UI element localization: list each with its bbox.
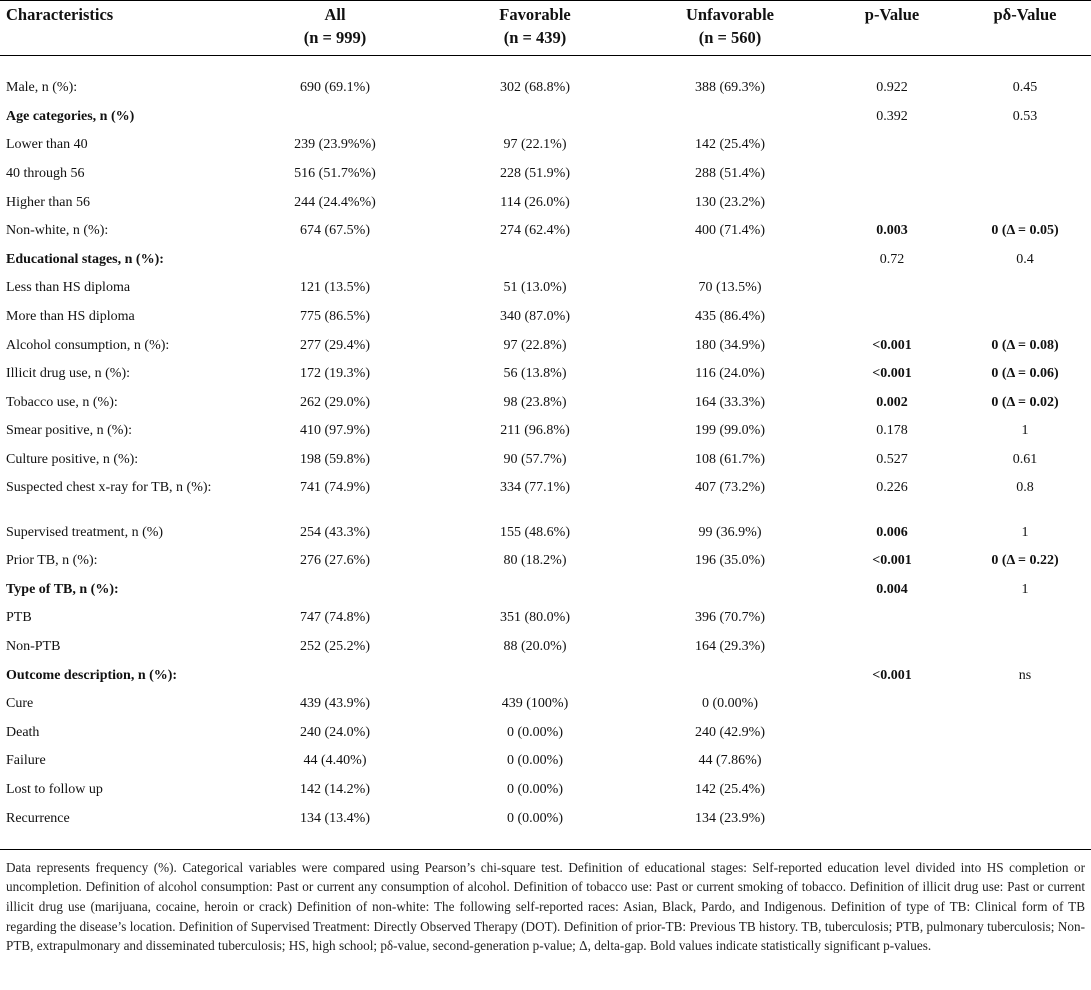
cell-characteristic: Death (6, 724, 40, 740)
cell-all: 121 (13.5%) (300, 280, 370, 296)
cell-unfavorable: 130 (23.2%) (695, 194, 765, 210)
cell-characteristic: Educational stages, n (%): (6, 251, 164, 267)
cell-favorable: 0 (0.00%) (507, 781, 563, 797)
cell-all: 172 (19.3%) (300, 366, 370, 382)
header-label: Favorable (499, 5, 571, 24)
cell-favorable: 0 (0.00%) (507, 753, 563, 769)
cell-characteristic: Tobacco use, n (%): (6, 394, 118, 410)
cell-pdelta-value (959, 131, 1091, 160)
cell-characteristic: Illicit drug use, n (%): (6, 366, 131, 382)
cell-favorable: 228 (51.9%) (500, 166, 570, 182)
cell-all: 239 (23.9%%) (294, 137, 376, 153)
cell-p-value: 0.004 (876, 581, 908, 597)
cell-all: 741 (74.9%) (300, 480, 370, 496)
cell-unfavorable: 240 (42.9%) (695, 724, 765, 740)
cell-characteristic: Failure (6, 753, 46, 769)
header-p-value (825, 1, 959, 56)
table-row (0, 604, 1091, 633)
cell-unfavorable: 164 (33.3%) (695, 394, 765, 410)
cell-unfavorable: 142 (25.4%) (695, 781, 765, 797)
cell-characteristic: Non-PTB (6, 638, 61, 654)
cell-favorable: 302 (68.8%) (500, 80, 570, 96)
header-n: (n = 560) (698, 28, 762, 47)
table-footnote: Data represents frequency (%). Categorical variables were compared using Pearson’s chi-square test. Definition of educational stages: Self-reported education level divided into HS completion or uncompletion. Definition of alcohol consumption: Past or current any consumption of alcohol. Definition of tobacco use: Past or current smoking of tobacco. Definition of illicit drug use: Past or current illicit drug use (marijuana, cocaine, heroin or crack) Definition of non-white: The following self-reported races: Asian, Black, Pardo, and Indigenous. Definition of type of TB: Clinical form of TB regarding the disease’s location. Definition of Supervised Treatment: Directly Observed Therapy (DOT). Definition of prior-TB: Previous TB history. TB, tuberculosis; PTB, pulmonary tuberculosis; Non-PTB, extrapulmonary and disseminated tuberculosis; HS, high school; pδ-value, second-generation p-value; Δ, delta-gap. Bold values indicate statistically significant p-values. (6, 859, 1085, 954)
table-body (0, 56, 1091, 850)
cell-all: 262 (29.0%) (300, 394, 370, 410)
cell-p-value (825, 274, 959, 303)
cell-unfavorable: 388 (69.3%) (695, 80, 765, 96)
cell-favorable: 334 (77.1%) (500, 480, 570, 496)
header-label: All (324, 5, 346, 24)
cell-pdelta-value: 0 (Δ = 0.08) (991, 337, 1059, 353)
cell-characteristic: Smear positive, n (%): (6, 423, 132, 439)
cell-all (235, 576, 435, 605)
cell-pdelta-value: 1 (1021, 423, 1029, 439)
cell-p-value: 0.003 (876, 223, 908, 239)
cell-unfavorable: 0 (0.00%) (702, 696, 758, 712)
cell-pdelta-value: 0.45 (1012, 80, 1038, 96)
cell-pdelta-value: 0.4 (1016, 251, 1034, 267)
cell-favorable: 340 (87.0%) (500, 309, 570, 325)
cell-characteristic: Culture positive, n (%): (6, 452, 139, 468)
table-row (0, 303, 1091, 332)
header-n: (n = 439) (503, 28, 567, 47)
table-row (0, 417, 1091, 446)
cell-p-value: 0.006 (876, 524, 908, 540)
table-row (0, 160, 1091, 189)
cell-pdelta-value: 1 (1021, 581, 1029, 597)
table-row (0, 576, 1091, 605)
header-all (235, 1, 435, 56)
cell-p-value (825, 604, 959, 633)
cell-pdelta-value (959, 604, 1091, 633)
cell-favorable: 98 (23.8%) (503, 394, 567, 410)
table-row (0, 217, 1091, 246)
cell-all: 252 (25.2%) (300, 638, 370, 654)
cell-all (235, 246, 435, 275)
cell-unfavorable: 116 (24.0%) (695, 366, 765, 382)
table-row (0, 690, 1091, 719)
cell-pdelta-value: 0 (Δ = 0.05) (991, 223, 1059, 239)
cell-characteristic: Age categories, n (%) (6, 108, 135, 124)
cell-characteristic: Supervised treatment, n (%) (6, 524, 164, 540)
cell-all: 142 (14.2%) (300, 781, 370, 797)
table-row (0, 74, 1091, 103)
cell-unfavorable: 435 (86.4%) (695, 309, 765, 325)
cell-unfavorable: 70 (13.5%) (698, 280, 762, 296)
cell-p-value (825, 776, 959, 805)
table-row (0, 633, 1091, 662)
cell-favorable: 97 (22.8%) (503, 337, 567, 353)
table-row (0, 661, 1091, 690)
cell-favorable: 274 (62.4%) (500, 223, 570, 239)
cell-unfavorable: 44 (7.86%) (698, 753, 762, 769)
cell-p-value: 0.922 (876, 80, 908, 96)
cell-favorable: 211 (96.8%) (500, 423, 570, 439)
cell-all: 198 (59.8%) (300, 452, 370, 468)
table-row (0, 718, 1091, 747)
cell-p-value (825, 131, 959, 160)
table-row (0, 518, 1091, 547)
cell-favorable (435, 103, 635, 132)
cell-unfavorable: 134 (23.9%) (695, 810, 765, 826)
cell-p-value: 0.226 (876, 480, 908, 496)
cell-p-value: 0.527 (876, 452, 908, 468)
cell-unfavorable (635, 661, 825, 690)
cell-favorable: 56 (13.8%) (503, 366, 567, 382)
header-pdelta-value (959, 1, 1091, 56)
cell-unfavorable: 288 (51.4%) (695, 166, 765, 182)
cell-unfavorable: 196 (35.0%) (695, 553, 765, 569)
cell-characteristic: Male, n (%): (6, 80, 78, 96)
cell-unfavorable: 180 (34.9%) (695, 337, 765, 353)
cell-favorable: 114 (26.0%) (500, 194, 570, 210)
cell-all: 277 (29.4%) (300, 337, 370, 353)
cell-all: 44 (4.40%) (303, 753, 367, 769)
cell-favorable: 51 (13.0%) (503, 280, 567, 296)
cell-pdelta-value: 0.61 (1012, 452, 1038, 468)
cell-unfavorable (635, 576, 825, 605)
cell-characteristic: 40 through 56 (6, 166, 85, 182)
cell-characteristic: Cure (6, 696, 34, 712)
cell-characteristic: Non-white, n (%): (6, 223, 109, 239)
cell-all: 775 (86.5%) (300, 309, 370, 325)
cell-favorable: 88 (20.0%) (503, 638, 567, 654)
cell-pdelta-value: 0.8 (1016, 480, 1034, 496)
header-n: (n = 999) (303, 28, 367, 47)
table-row (0, 360, 1091, 389)
cell-unfavorable: 99 (36.9%) (698, 524, 762, 540)
cell-favorable: 80 (18.2%) (503, 553, 567, 569)
cell-p-value (825, 718, 959, 747)
table-row (0, 246, 1091, 275)
table-row (0, 446, 1091, 475)
cell-p-value (825, 747, 959, 776)
cell-pdelta-value (959, 747, 1091, 776)
cell-characteristic: Prior TB, n (%): (6, 553, 98, 569)
cell-unfavorable: 396 (70.7%) (695, 610, 765, 626)
cell-pdelta-value (959, 303, 1091, 332)
cell-pdelta-value: ns (1018, 667, 1032, 683)
header-label: p-Value (864, 5, 920, 24)
header-label: pδ-Value (993, 5, 1057, 24)
cell-all: 134 (13.4%) (300, 810, 370, 826)
cell-pdelta-value: 0 (Δ = 0.02) (991, 394, 1059, 410)
cell-pdelta-value (959, 776, 1091, 805)
cell-all: 674 (67.5%) (300, 223, 370, 239)
cell-pdelta-value (959, 804, 1091, 833)
cell-all: 244 (24.4%%) (294, 194, 376, 210)
cell-favorable: 90 (57.7%) (503, 452, 567, 468)
cell-characteristic: More than HS diploma (6, 309, 135, 325)
table-row (0, 103, 1091, 132)
cell-all: 410 (97.9%) (300, 423, 370, 439)
cell-favorable: 0 (0.00%) (507, 810, 563, 826)
table-row (0, 804, 1091, 833)
cell-favorable: 97 (22.1%) (503, 137, 567, 153)
header-characteristics (0, 1, 235, 56)
cell-favorable: 439 (100%) (501, 696, 569, 712)
cell-p-value: <0.001 (872, 667, 912, 683)
table-row (0, 131, 1091, 160)
cell-unfavorable (635, 246, 825, 275)
cell-p-value (825, 690, 959, 719)
cell-all: 516 (51.7%%) (294, 166, 376, 182)
cell-pdelta-value (959, 690, 1091, 719)
cell-p-value: 0.002 (876, 394, 908, 410)
cell-p-value (825, 188, 959, 217)
cell-unfavorable (635, 103, 825, 132)
header-label: Characteristics (6, 5, 114, 24)
cell-all (235, 661, 435, 690)
cell-all: 254 (43.3%) (300, 524, 370, 540)
cell-unfavorable: 142 (25.4%) (695, 137, 765, 153)
cell-p-value: 0.392 (876, 108, 908, 124)
cell-all: 690 (69.1%) (300, 80, 370, 96)
cell-unfavorable: 199 (99.0%) (695, 423, 765, 439)
table-row (0, 331, 1091, 360)
table-row (0, 474, 1091, 518)
cell-p-value: <0.001 (872, 366, 912, 382)
cell-p-value: 0.72 (879, 251, 905, 267)
cell-pdelta-value (959, 633, 1091, 662)
header-label: Unfavorable (686, 5, 774, 24)
cell-characteristic: Type of TB, n (%): (6, 581, 119, 597)
table-header (0, 1, 1091, 56)
cell-pdelta-value: 1 (1021, 524, 1029, 540)
cell-favorable (435, 661, 635, 690)
cell-characteristic: Lost to follow up (6, 781, 103, 797)
cell-pdelta-value (959, 188, 1091, 217)
cell-all: 276 (27.6%) (300, 553, 370, 569)
cell-p-value: <0.001 (872, 553, 912, 569)
cell-unfavorable: 400 (71.4%) (695, 223, 765, 239)
cell-favorable: 0 (0.00%) (507, 724, 563, 740)
table-row (0, 747, 1091, 776)
cell-unfavorable: 407 (73.2%) (695, 480, 765, 496)
cell-unfavorable: 108 (61.7%) (695, 452, 765, 468)
cell-pdelta-value (959, 160, 1091, 189)
cell-p-value (825, 804, 959, 833)
cell-characteristic: Higher than 56 (6, 194, 90, 210)
cell-pdelta-value: 0 (Δ = 0.06) (991, 366, 1059, 382)
cell-characteristic: Less than HS diploma (6, 280, 131, 296)
cell-pdelta-value: 0.53 (1012, 108, 1038, 124)
cell-all: 439 (43.9%) (300, 696, 370, 712)
cell-characteristic: Alcohol consumption, n (%): (6, 337, 170, 353)
cell-p-value: 0.178 (876, 423, 908, 439)
header-unfavorable (635, 1, 825, 56)
cell-all (235, 103, 435, 132)
table-row (0, 547, 1091, 576)
cell-p-value (825, 633, 959, 662)
cell-all: 747 (74.8%) (300, 610, 370, 626)
cell-p-value: <0.001 (872, 337, 912, 353)
cell-characteristic: Outcome description, n (%): (6, 667, 178, 683)
table-row (0, 188, 1091, 217)
cell-unfavorable: 164 (29.3%) (695, 638, 765, 654)
cell-characteristic: Lower than 40 (6, 137, 88, 153)
cell-pdelta-value (959, 274, 1091, 303)
cell-all: 240 (24.0%) (300, 724, 370, 740)
cell-pdelta-value (959, 718, 1091, 747)
header-favorable (435, 1, 635, 56)
cell-p-value (825, 303, 959, 332)
cell-characteristic: PTB (6, 610, 32, 626)
table-row (0, 389, 1091, 418)
cell-favorable (435, 246, 635, 275)
cell-favorable (435, 576, 635, 605)
cell-characteristic: Suspected chest x-ray for TB, n (%): (6, 480, 212, 496)
table-bottom-rule (0, 833, 1091, 850)
table-row (0, 274, 1091, 303)
cell-favorable: 351 (80.0%) (500, 610, 570, 626)
spacer-row (0, 56, 1091, 75)
cell-favorable: 155 (48.6%) (500, 524, 570, 540)
cell-characteristic: Recurrence (6, 810, 70, 826)
table-row (0, 776, 1091, 805)
cell-pdelta-value: 0 (Δ = 0.22) (991, 553, 1059, 569)
cell-p-value (825, 160, 959, 189)
